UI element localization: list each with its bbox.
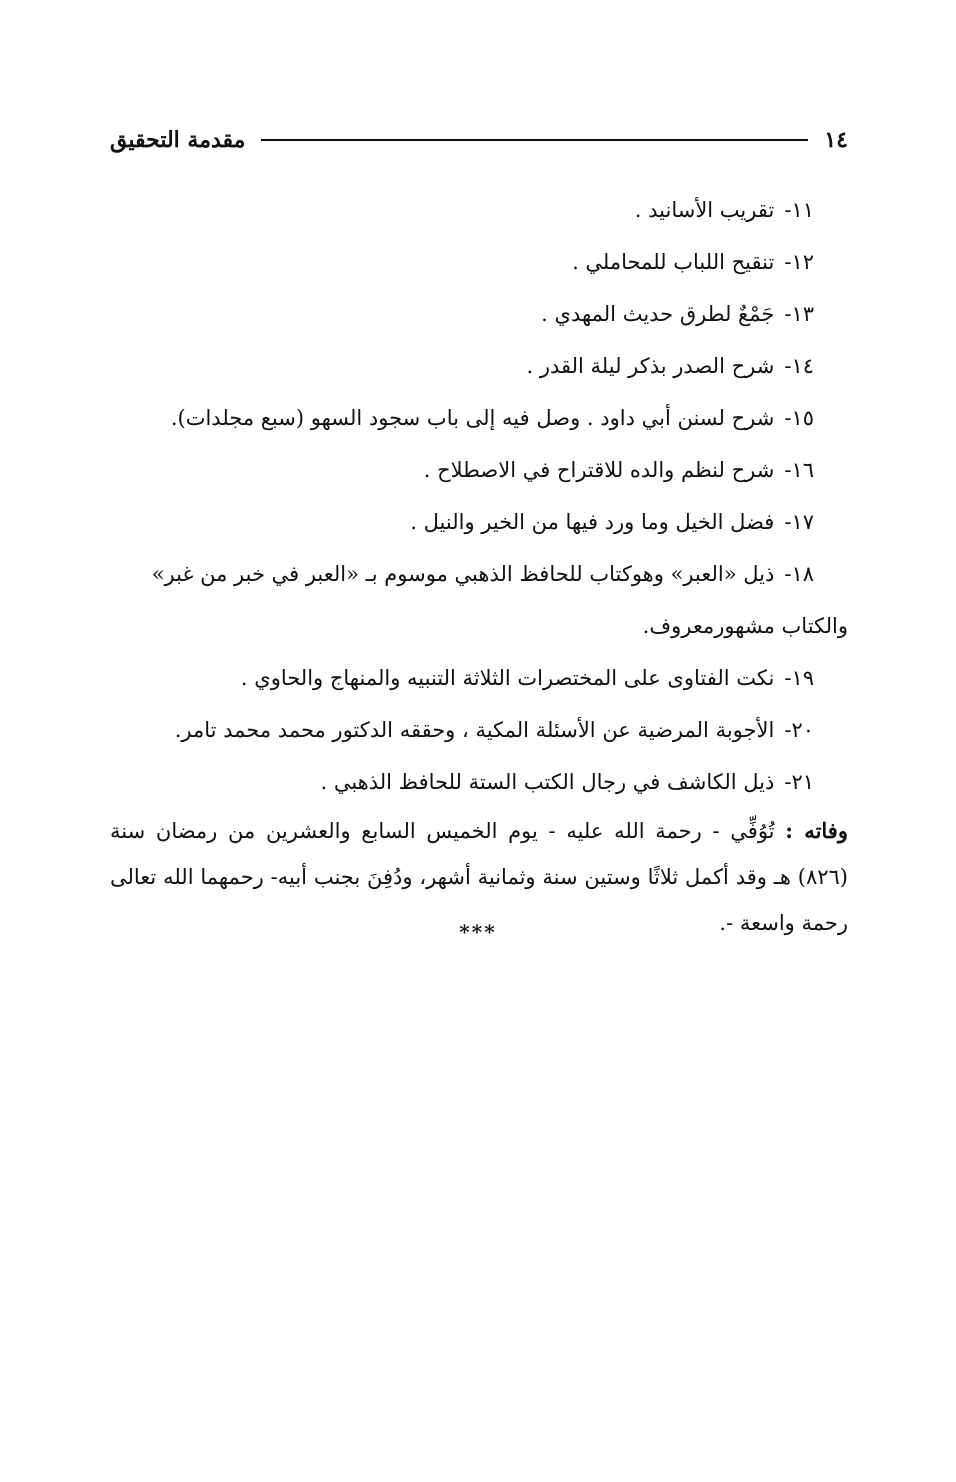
list-item	[110, 340, 814, 392]
item-continuation: والكتاب مشهورمعروف.	[642, 614, 848, 638]
header-title: مقدمة التحقيق	[110, 127, 246, 153]
item-text: شرح الصدر بذكر ليلة القدر .	[526, 354, 775, 378]
item-number: ١٦-	[784, 458, 814, 482]
item-text: تنقيح اللباب للمحاملي .	[572, 250, 775, 274]
list-item	[110, 392, 814, 444]
list-item	[110, 444, 814, 496]
header-rule	[261, 139, 808, 141]
item-number: ١٧-	[784, 510, 814, 534]
list-item	[110, 184, 814, 236]
item-text: تقريب الأسانيد .	[634, 198, 775, 222]
item-text: ذيل «العبر» وهوكتاب للحافظ الذهبي موسوم بـ «العبر في خبر من غبر»	[151, 562, 775, 586]
list-item	[110, 548, 848, 652]
section-separator: ***	[459, 920, 497, 944]
list-item	[110, 288, 814, 340]
list-item	[110, 652, 814, 704]
item-text: ذيل الكاشف في رجال الكتب الستة للحافظ الذهبي .	[320, 770, 775, 794]
item-text: شرح لنظم والده للاقتراح في الاصطلاح .	[423, 458, 775, 482]
page-number: ١٤	[824, 127, 848, 153]
item-number: ١٩-	[784, 666, 814, 690]
item-number: ١٣-	[784, 302, 814, 326]
item-number: ١١-	[784, 198, 814, 222]
item-number: ١٨-	[784, 562, 814, 586]
item-text: الأجوبة المرضية عن الأسئلة المكية ، وحققه الدكتور محمد محمد تامر.	[174, 718, 775, 742]
item-number: ١٤-	[784, 354, 814, 378]
item-text: فضل الخيل وما ورد فيها من الخير والنيل .	[410, 510, 775, 534]
item-text: نكت الفتاوى على المختصرات الثلاثة التنبيه والمنهاج والحاوي .	[240, 666, 775, 690]
death-label: وفاته :	[785, 818, 848, 843]
list-item	[110, 756, 814, 808]
running-header	[110, 122, 848, 158]
page-body	[110, 184, 848, 946]
item-text: جَمْعٌ لطرق حديث المهدي .	[541, 302, 775, 326]
list-item	[110, 236, 814, 288]
item-text: شرح لسنن أبي داود . وصل فيه إلى باب سجود السهو (سبع مجلدات).	[170, 406, 775, 430]
item-number: ٢٠-	[784, 718, 814, 742]
death-text: تُوُفِّي - رحمة الله عليه - يوم الخميس السابع والعشرين من رمضان سنة (٨٢٦) هـ وقد أكمل ثلاثًا وستين سنة وثمانية أشهر، ودُفِنَ بجنب أبيه- رحمهما الله تعالى رحمة واسعة -.	[110, 819, 848, 935]
item-number: ١٢-	[784, 250, 814, 274]
list-item	[110, 496, 814, 548]
list-item	[110, 704, 814, 756]
item-number: ٢١-	[784, 770, 814, 794]
item-number: ١٥-	[784, 406, 814, 430]
